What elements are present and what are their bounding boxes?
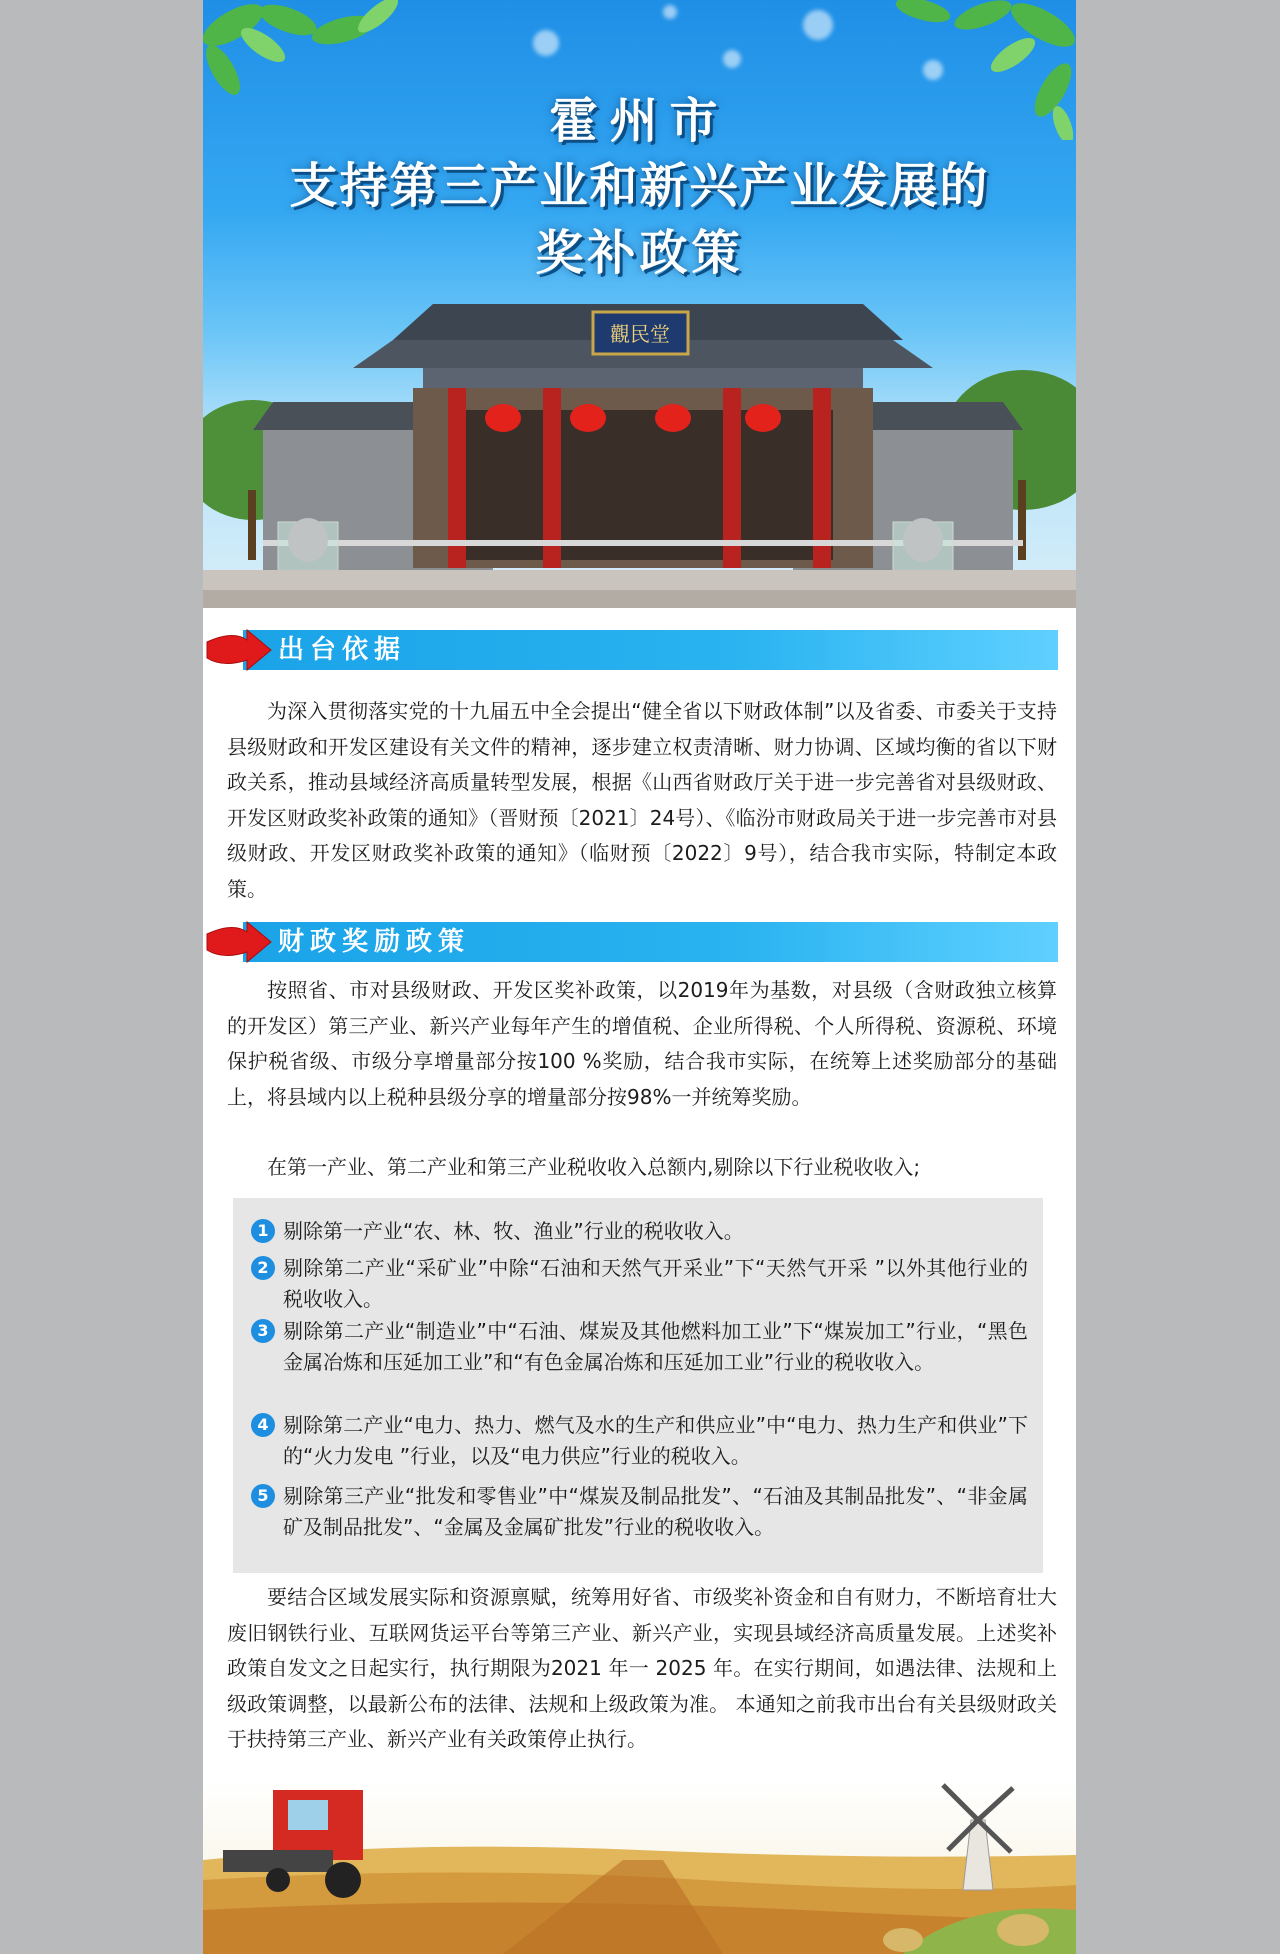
hero-banner bbox=[203, 0, 1076, 608]
basis-paragraph: 为深入贯彻落实党的十九届五中全会提出“健全省以下财政体制”以及省委、市委关于支持县级财政和开发区建设有关文件的精神，逐步建立权责清晰、财力协调、区域均衡的省以下财政关系，推动县域经济高质量转型发展，根据《山西省财政厅关于进一步完善省对县级财政、开发区财政奖补政策的通知》（晋财预〔2021〕24号）、《临汾市财政局关于进一步完善市对县级财政、开发区财政奖补政策的通知》（临财预〔2022〕9号），结合我市实际，特制定本政策。 bbox=[227, 699, 1057, 901]
number-badge-icon: 2 bbox=[251, 1256, 275, 1280]
number-badge-icon: 5 bbox=[251, 1484, 275, 1508]
poster-title bbox=[203, 90, 1076, 286]
hay-bale-icon bbox=[997, 1914, 1049, 1946]
bokeh-light bbox=[533, 30, 559, 56]
section-heading-reward bbox=[203, 920, 1058, 962]
exclusion-list bbox=[233, 1198, 1043, 1573]
farmland-illustration bbox=[203, 1780, 1076, 1954]
list-item-text: 剔除第三产业“批发和零售业”中“煤炭及制品批发”、“石油及其制品批发”、“非金属矿及制品批发”、“金属及金属矿批发”行业的税收收入。 bbox=[283, 1484, 1028, 1539]
ancient-hall-illustration bbox=[203, 290, 1076, 608]
bokeh-light bbox=[723, 50, 741, 68]
section-heading-text: 出台依据 bbox=[278, 635, 407, 665]
section-heading-basis bbox=[203, 628, 1058, 670]
closing-paragraph: 要结合区域发展实际和资源禀赋，统筹用好省、市级奖补资金和自有财力，不断培育壮大废旧钢铁行业、互联网货运平台等第三产业、新兴产业，实现县域经济高质量发展。上述奖补政策自发文之日起实行，执行期限为2021 年一 2025 年。在实行期间，如遇法律、法规和上级政策调整，以最新公布的法律、法规和上级政策为准。 本通知之前我市出台有关县级财政关于扶持第三产业、新兴产业有关政策停止执行。 bbox=[227, 1585, 1057, 1751]
poster bbox=[203, 0, 1076, 1954]
red-lantern-icon bbox=[655, 404, 691, 432]
list-item-text: 剔除第二产业“制造业”中“石油、煤炭及其他燃料加工业”下“煤炭加工”行业，“黑色金属冶炼和压延加工业”和“有色金属冶炼和压延加工业”行业的税收收入。 bbox=[283, 1319, 1028, 1374]
list-item-text: 剔除第二产业“电力、热力、燃气及水的生产和供应业”中“电力、热力生产和供业”下的“火力发电 ”行业，以及“电力供应”行业的税收入。 bbox=[283, 1413, 1028, 1468]
stone-lion-left-icon bbox=[288, 518, 328, 562]
title-line-subject: 支持第三产业和新兴产业发展的 bbox=[289, 158, 990, 214]
reward-paragraph: 按照省、市对县级财政、开发区奖补政策，以2019年为基数，对县级（含财政独立核算的开发区）第三产业、新兴产业每年产生的增值税、企业所得税、个人所得税、资源税、环境保护税省级、市级分享增量部分按100 %奖励，结合我市实际，在统筹上述奖励部分的基础上，将县域内以上税种县级分享的增量部分按98%一并统筹奖励。 bbox=[227, 978, 1057, 1109]
list-item-text: 剔除第二产业“采矿业”中除“石油和天然气开采业”下“天然气开采 ”以外其他行业的税收收入。 bbox=[283, 1256, 1028, 1311]
red-lantern-icon bbox=[745, 404, 781, 432]
exclusion-intro: 在第一产业、第二产业和第三产业税收收入总额内,剔除以下行业税收收入; bbox=[267, 1155, 921, 1179]
hall-plaque-text: 觀民堂 bbox=[610, 322, 670, 346]
number-badge-icon: 4 bbox=[251, 1413, 275, 1437]
red-arrow-icon bbox=[203, 920, 273, 966]
list-item-text: 剔除第一产业“农、林、牧、渔业”行业的税收收入。 bbox=[283, 1219, 744, 1243]
section-heading-text: 财政奖励政策 bbox=[278, 927, 471, 957]
title-line-policy: 奖补政策 bbox=[535, 225, 744, 281]
number-badge-icon: 1 bbox=[251, 1219, 275, 1243]
number-badge-icon: 3 bbox=[251, 1319, 275, 1343]
stone-lion-right-icon bbox=[903, 518, 943, 562]
red-lantern-icon bbox=[485, 404, 521, 432]
title-line-city: 霍州市 bbox=[549, 93, 730, 149]
bokeh-light bbox=[803, 10, 833, 40]
hay-bale-icon bbox=[883, 1928, 923, 1952]
red-arrow-icon bbox=[203, 628, 273, 674]
bokeh-light bbox=[663, 5, 677, 19]
red-lantern-icon bbox=[570, 404, 606, 432]
